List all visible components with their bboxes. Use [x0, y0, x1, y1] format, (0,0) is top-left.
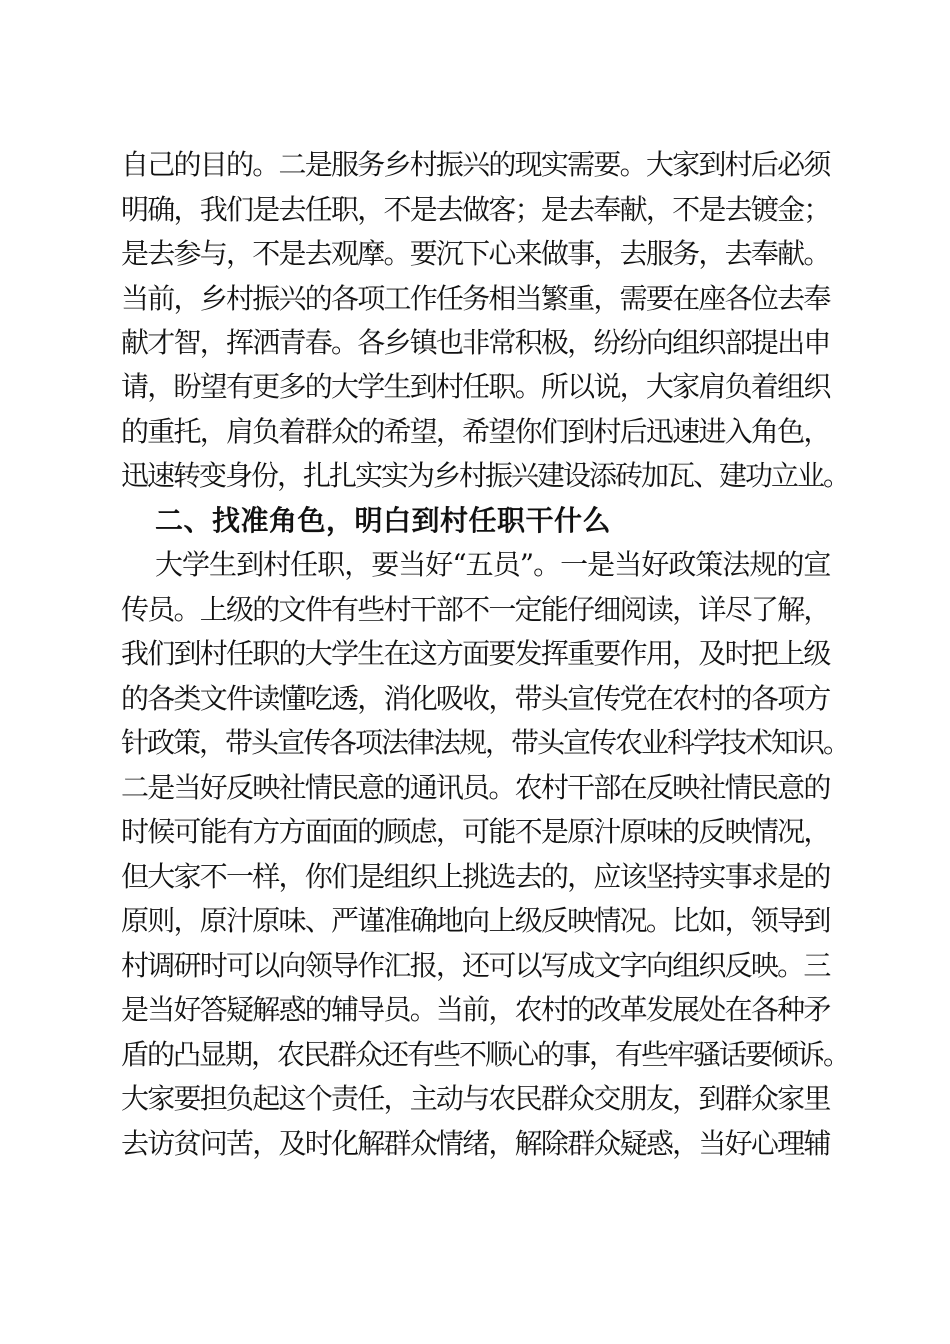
text-line: 传员。上级的文件有些村干部不一定能仔细阅读，详尽了解， — [121, 593, 830, 626]
text-line: 是去参与，不是去观摩。要沉下心来做事，去服务，去奉献。 — [121, 237, 830, 270]
text-line: 我们到村任职的大学生在这方面要发挥重要作用，及时把上级 — [121, 637, 830, 670]
text-line: 针政策，带头宣传各项法律法规，带头宣传农业科学技术知识。 — [121, 726, 850, 759]
text-line: 村调研时可以向领导作汇报，还可以写成文字向组织反映。三 — [121, 949, 830, 982]
text-line: 迅速转变身份，扎扎实实为乡村振兴建设添砖加瓦、建功立业。 — [121, 459, 850, 492]
paragraph-first-line: 大学生到村任职，要当好“五员”。一是当好政策法规的宣 — [155, 548, 831, 581]
text-line: 明确，我们是去任职，不是去做客；是去奉献，不是去镀金； — [121, 193, 830, 226]
text-line: 的各类文件读懂吃透，消化吸收，带头宣传党在农村的各项方 — [121, 682, 830, 715]
text-line: 但大家不一样，你们是组织上挑选去的，应该坚持实事求是的 — [121, 860, 830, 893]
text-line: 去访贫问苦，及时化解群众情绪，解除群众疑惑，当好心理辅 — [121, 1127, 830, 1160]
text-line: 当前，乡村振兴的各项工作任务相当繁重，需要在座各位去奉 — [121, 282, 830, 315]
section-heading: 二、找准角色，明白到村任职干什么 — [155, 504, 612, 537]
text-line: 自己的目的。二是服务乡村振兴的现实需要。大家到村后必须 — [121, 148, 830, 181]
text-line: 献才智，挥洒青春。各乡镇也非常积极，纷纷向组织部提出申 — [121, 326, 830, 359]
text-line: 的重托，肩负着群众的希望，希望你们到村后迅速进入角色， — [121, 415, 830, 448]
text-line: 盾的凸显期，农民群众还有些不顺心的事，有些牢骚话要倾诉。 — [121, 1038, 850, 1071]
text-line: 大家要担负起这个责任，主动与农民群众交朋友，到群众家里 — [121, 1082, 830, 1115]
text-line: 时候可能有方方面面的顾虑，可能不是原汁原味的反映情况， — [121, 815, 830, 848]
text-line: 是当好答疑解惑的辅导员。当前，农村的改革发展处在各种矛 — [121, 993, 830, 1026]
text-line: 二是当好反映社情民意的通讯员。农村干部在反映社情民意的 — [121, 771, 830, 804]
text-line: 原则，原汁原味、严谨准确地向上级反映情况。比如，领导到 — [121, 904, 830, 937]
text-line: 请，盼望有更多的大学生到村任职。所以说，大家肩负着组织 — [121, 370, 830, 403]
